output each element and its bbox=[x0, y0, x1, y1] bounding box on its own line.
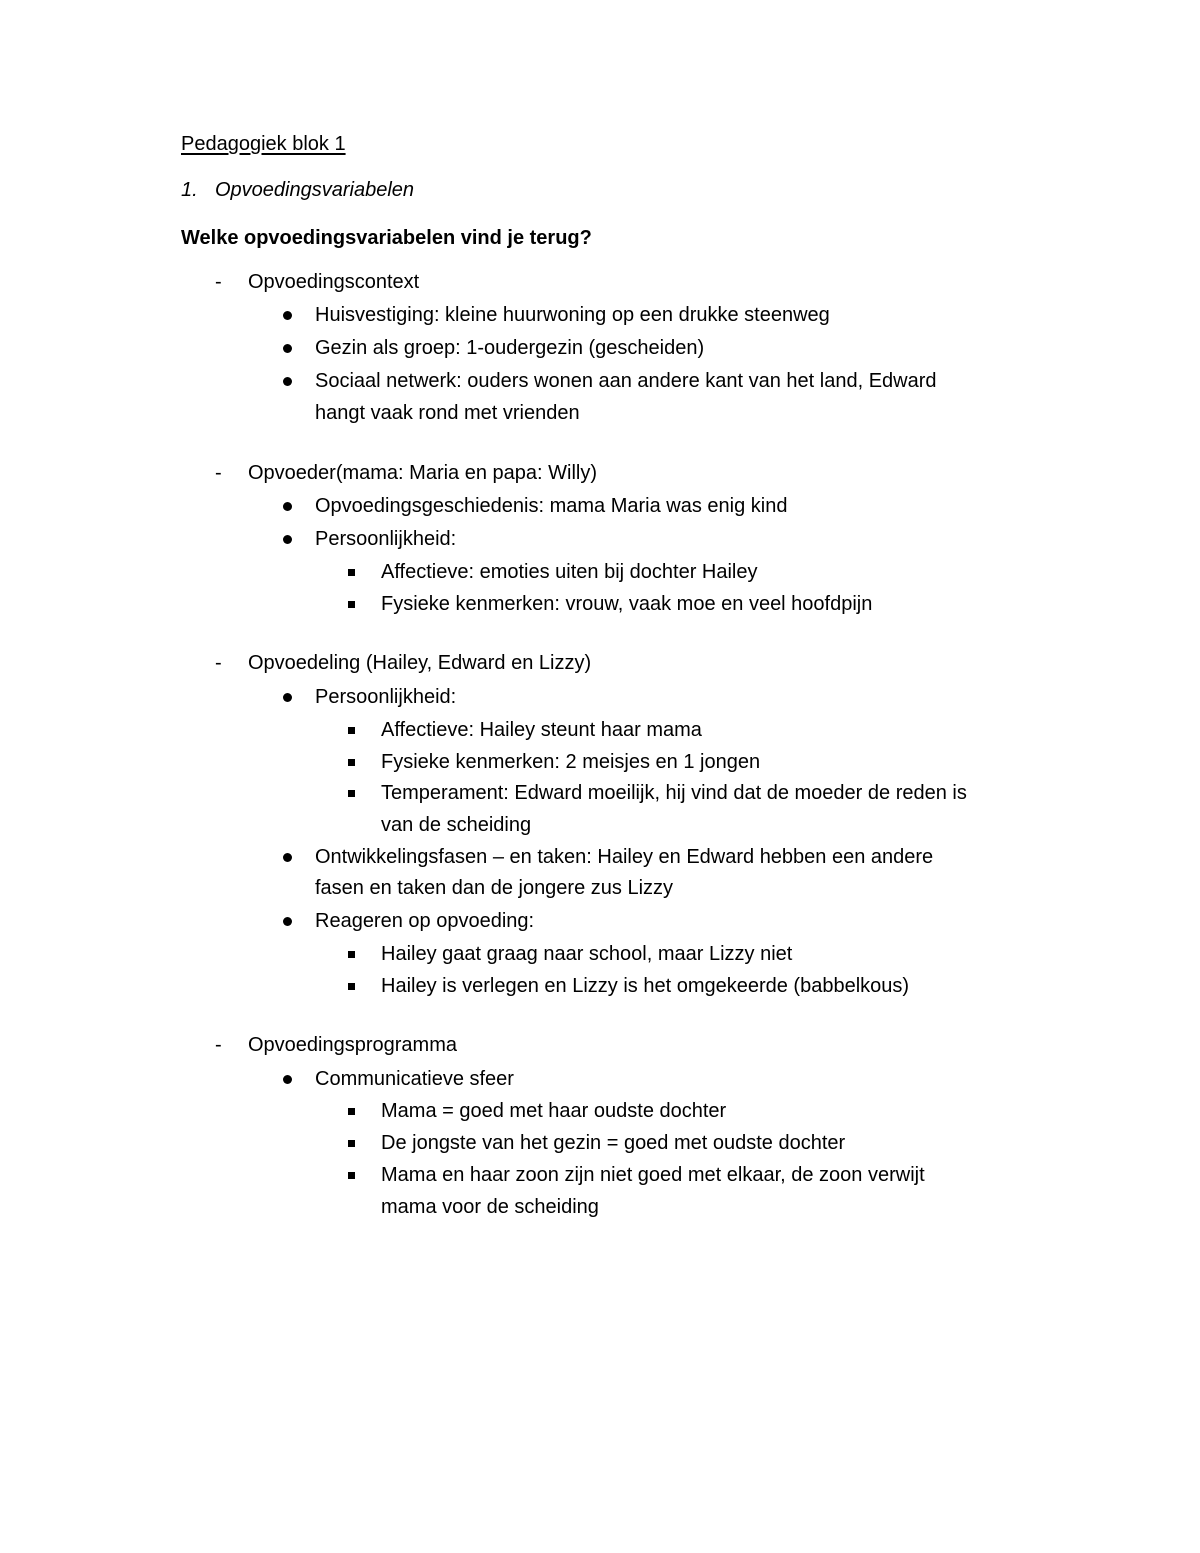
bullet-square-icon bbox=[348, 601, 355, 608]
bullet-square-icon bbox=[348, 1140, 355, 1147]
sub-item-text: Affectieve: Hailey steunt haar mama bbox=[381, 718, 702, 741]
bullet-dot-icon bbox=[283, 344, 292, 353]
bullet-item-text: Reageren op opvoeding: bbox=[315, 910, 535, 932]
bullet-item-text: Persoonlijkheid: bbox=[315, 685, 457, 708]
sub-item-text: Fysieke kenmerken: 2 meisjes en 1 jongen bbox=[381, 750, 761, 773]
group-label: Opvoedingscontext bbox=[248, 271, 420, 293]
bullet-square-icon bbox=[348, 951, 355, 958]
bullet-dot-icon bbox=[283, 917, 292, 926]
section-number: 1. bbox=[181, 179, 198, 201]
section-heading bbox=[181, 178, 414, 202]
bullet-dot-icon bbox=[283, 535, 292, 544]
bullet-item-text: Ontwikkelingsfasen – en taken: Hailey en Edward hebben een andere bbox=[315, 845, 934, 868]
group-label: Opvoedingsprogramma bbox=[248, 1034, 457, 1057]
sub-item-text: De jongste van het gezin = goed met oudste dochter bbox=[381, 1132, 846, 1155]
sub-item-text: Fysieke kenmerken: vrouw, vaak moe en veel hoofdpijn bbox=[381, 593, 873, 615]
sub-item-text: mama voor de scheiding bbox=[381, 1195, 599, 1218]
bullet-item-text: Opvoedingsgeschiedenis: mama Maria was enig kind bbox=[315, 495, 788, 518]
dash-marker: - bbox=[215, 1034, 222, 1057]
bullet-square-icon bbox=[348, 790, 355, 797]
sub-item-text: Mama en haar zoon zijn niet goed met elkaar, de zoon verwijt bbox=[381, 1164, 925, 1187]
sub-item-text: Mama = goed met haar oudste dochter bbox=[381, 1100, 727, 1123]
bullet-dot-icon bbox=[283, 502, 292, 511]
sub-item-text: Hailey gaat graag naar school, maar Lizzy niet bbox=[381, 942, 793, 965]
bullet-dot-icon bbox=[283, 693, 292, 702]
dash-marker: - bbox=[215, 652, 222, 675]
dash-marker: - bbox=[215, 461, 222, 484]
sub-item-text: van de scheiding bbox=[381, 813, 532, 836]
bullet-item-text: fasen en taken dan de jongere zus Lizzy bbox=[315, 877, 674, 900]
bullet-item-text: hangt vaak rond met vrienden bbox=[315, 401, 580, 424]
group-label: Opvoeder(mama: Maria en papa: Willy) bbox=[248, 461, 598, 484]
bullet-dot-icon bbox=[283, 311, 292, 320]
sub-item-text: Temperament: Edward moeilijk, hij vind dat de moeder de reden is bbox=[381, 782, 967, 805]
bullet-dot-icon bbox=[283, 853, 292, 862]
question-heading: Welke opvoedingsvariabelen vind je terug? bbox=[181, 227, 592, 249]
bullet-item-text: Communicatieve sfeer bbox=[315, 1067, 514, 1090]
bullet-square-icon bbox=[348, 1108, 355, 1115]
bullet-square-icon bbox=[348, 569, 355, 576]
sub-item-text: Affectieve: emoties uiten bij dochter Hailey bbox=[381, 561, 758, 584]
bullet-item-text: Persoonlijkheid: bbox=[315, 528, 457, 551]
bullet-dot-icon bbox=[283, 377, 292, 386]
bullet-item-text: Huisvestiging: kleine huurwoning op een drukke steenweg bbox=[315, 304, 830, 327]
bullet-square-icon bbox=[348, 759, 355, 766]
dash-marker: - bbox=[215, 271, 222, 293]
sub-item-text: Hailey is verlegen en Lizzy is het omgekeerde (babbelkous) bbox=[381, 974, 910, 997]
bullet-square-icon bbox=[348, 727, 355, 734]
bullet-item-text: Sociaal netwerk: ouders wonen aan andere kant van het land, Edward bbox=[315, 370, 937, 393]
bullet-item-text: Gezin als groep: 1-oudergezin (gescheiden) bbox=[315, 337, 705, 360]
bullet-dot-icon bbox=[283, 1075, 292, 1084]
group-label: Opvoedeling (Hailey, Edward en Lizzy) bbox=[248, 652, 592, 675]
section-title: Opvoedingsvariabelen bbox=[215, 179, 415, 201]
bullet-square-icon bbox=[348, 1172, 355, 1179]
bullet-square-icon bbox=[348, 983, 355, 990]
document-title: Pedagogiek blok 1 bbox=[181, 133, 346, 155]
